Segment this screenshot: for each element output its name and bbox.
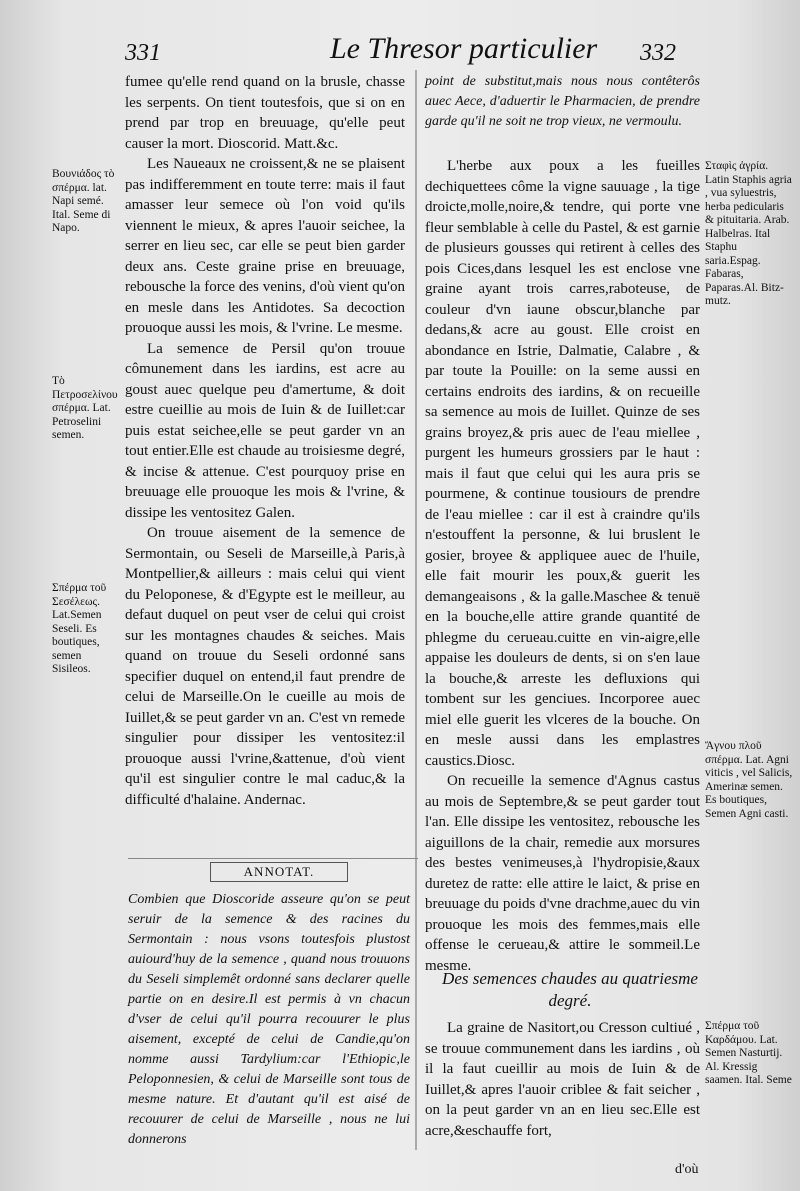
right-paragraph-1: L'herbe aux poux a les fueilles dechiquettees côme la vigne sauuage , la tige droicte,molle,noire,& tendre, qui porte vne fleur semblable à celle du Pastel, & est garnie de plusieurs gousses qui retirent à celles des pois Cices,dans lesquel les est enclose vne graine ayant trois carres,raboteuse, de couleur d'vn iaune obscur,blanche par dedans,& acre au goust. Elle croist en abondance en Istrie, Dalmatie, Calabre , & par toute la Pouille: on la seme aussi en certains endroits des iardins, & on recueille sa semence au mois de Iuillet. Quinze de ses grains broyez,& pris auec de l'eau miellee , purgent les humeurs grossiers par le haut : mais il faut que celui qui les aura pris se pourmene, & continue tousiours de prendre de l'eau miellee : car il est à craindre qu'ils n'estouffent la personne, & lui bruslent le gosier, broyee & appliquee auec de l'huile, elle fait mourir les poux,& guerit les demangeaisons , & la galle.Maschee & tenuë en la bouche,elle attire grande quantité de phlegme du cerueau.cuitte en vin-aigre,elle appaise les douleurs de dents, si on s'en laue la bouche,& arreste les defluxions qui tombent sur les genciues. Incorporee auec miel elle guerit les vlceres de la bouche. On en mesle aussi dans les emplastres caustics.Diosc. — [425, 158, 700, 769]
margin-note-left-2: Τὸ Πετροσελίνου σπέρμα. Lat. Petroselini semen. — [52, 375, 118, 441]
left-paragraph-1: fumee qu'elle rend quand on la brusle, chasse les serpents. On tient toutesfois, que si on en prend par trop en breuuage, qu'elle peut causer la mort. Dioscorid. Matt.&c. — [125, 74, 405, 152]
left-paragraph-2: Les Naueaux ne croissent,& ne se plaisent pas indifferemment en toute terre: mais il faut amasser leur semece où l'on void qu'ils viennent le mieux, & apres l'auoir seichee, la serrer en lieu sec, car elle se peut bien garder deux ans. Ceste graine prise en breuuage, rebousche la force des venins, d'où vient qu'on en mesle dans les Antidotes. Sa decoction prouoque aussi les mois, & l'vrine. Le mesme. — [125, 156, 405, 336]
section-heading: Des semences chaudes au quatriesme degré. — [442, 969, 698, 1010]
annotation-heading: ANNOTAT. — [210, 862, 348, 882]
page-number-left: 331 — [125, 40, 161, 66]
right-column — [425, 156, 700, 976]
margin-note-left-3: Σπέρμα τοῦ Σεσέλεως. Lat.Semen Seseli. Es boutiques, semen Sisileos. — [52, 582, 107, 675]
right-column-continuation: point de substitut,mais nous nous contêterôs auec Aece, d'aduertir le Pharmacien, de prendre garde qu'il ne soit ne trop vieux, ne vermoulu. — [425, 74, 700, 129]
left-paragraph-4: On trouue aisement de la semence de Sermontain, ou Seseli de Marseille,à Paris,à Montpellier,& ailleurs : mais celui qui vient du Peloponese, & d'Egypte est le meilleur, au defaut duquel on peut vser de celui qui croist sur les montagnes chaudes & seiches. Mais quand on trouue du Seseli ordonné sans specifier duquel on entend,il faut prendre de celui de Marseille.On le cueille au mois de Iuillet,& se peut garder vn an. C'est vn remede singulier pour dissiper les ventositez:il prouoque aussi l'vrine,&attenue, d'où vient qu'il est singulier contre le mal caduc,& la difficulté d'halaine. Andernac. — [125, 525, 405, 808]
page-number-right: 332 — [640, 40, 676, 66]
column-divider — [415, 70, 417, 1150]
margin-note-right-3: Σπέρμα τοῦ Καρδάμου. Lat. Semen Nasturtij. Al. Kressig saamen. Ital. Seme — [705, 1020, 792, 1086]
annotation-rule — [128, 858, 418, 859]
margin-note-left-1: Βουνιάδος τὸ σπέρμα. lat. Napi semé. Ital. Seme di Napo. — [52, 168, 115, 234]
left-paragraph-3: La semence de Persil qu'on trouue cômunement dans les iardins, est acre au goust auec quelque peu d'amertume, & doit estre cueillie au mois de Iuin & de Iuillet:car puis estat seichee,elle se peut garder vn an tout entier.Elle est chaude au troisiesme degré, & incise & attenue. C'est pourquoy prise en breuuage elle prouoque les mois & l'vrine, & dissipe les ventositez Galen. — [125, 340, 405, 521]
left-column — [125, 72, 405, 810]
page-header — [0, 30, 800, 70]
right-paragraph-2: On recueille la semence d'Agnus castus au mois de Septembre,& se peut garder tout l'an. Elle dissipe les ventositez, rebousche les aiguillons de la chair, remedie aux morsures des bestes venimeuses,à l'hydropisie,&aux duretez de ratte: elle attire le laict, & prise en breuuage du poids d'vne drachme,auec du vin prouoque les mois des femmes,mais elle offense le cerueau,& attire le sommeil.Le mesme. — [425, 773, 700, 974]
catchword: d'où — [675, 1162, 699, 1177]
right-paragraph-3: La graine de Nasitort,ou Cresson cultiué , se trouue communement dans les iardins , où il la faut cueillir au mois de Iuin & de Iuillet,& apres l'auoir criblee & fait seicher , on la peut garder vn an en lieu sec.Elle est acre,&eschauffe fort, — [425, 1020, 700, 1139]
margin-note-right-2: Ἄγνου πλοῦ σπέρμα. Lat. Agni viticis , vel Salicis, Amerinæ semen. Es boutiques, Semen Agni casti. — [705, 740, 793, 820]
running-title: Le Thresor particulier — [330, 32, 598, 65]
annotation-text: Combien que Dioscoride asseure qu'on se peut seruir de la semence & des racines du Sermontain : nous vsons toutesfois plustost auiourd'huy de la semence , quand nous trouuons du Seseli simplemêt ordonné sans declarer quelle partie on en desire.Il est permis à vn chacun d'vser de celui qu'il pourra recouurer le plus aisement, excepté de celui de Candie,qu'on nomme aussi Tardylium:car l'Ethiopic,le Peloponnesien, & celui de Marseille sont tous de mesme nature. Et d'autant qu'il est aisé de recouurer de celui de Marseille , nous ne lui donnerons — [128, 892, 410, 1147]
margin-note-right-1: Σταφὶς ἀγρία. Latin Staphis agria , vua syluestris, herba pedicularis & pituitaria. Arab. Halbelras. Ital Staphu saria.Espag. Fabaras, Paparas.Al. Bitz-mutz. — [705, 160, 792, 307]
